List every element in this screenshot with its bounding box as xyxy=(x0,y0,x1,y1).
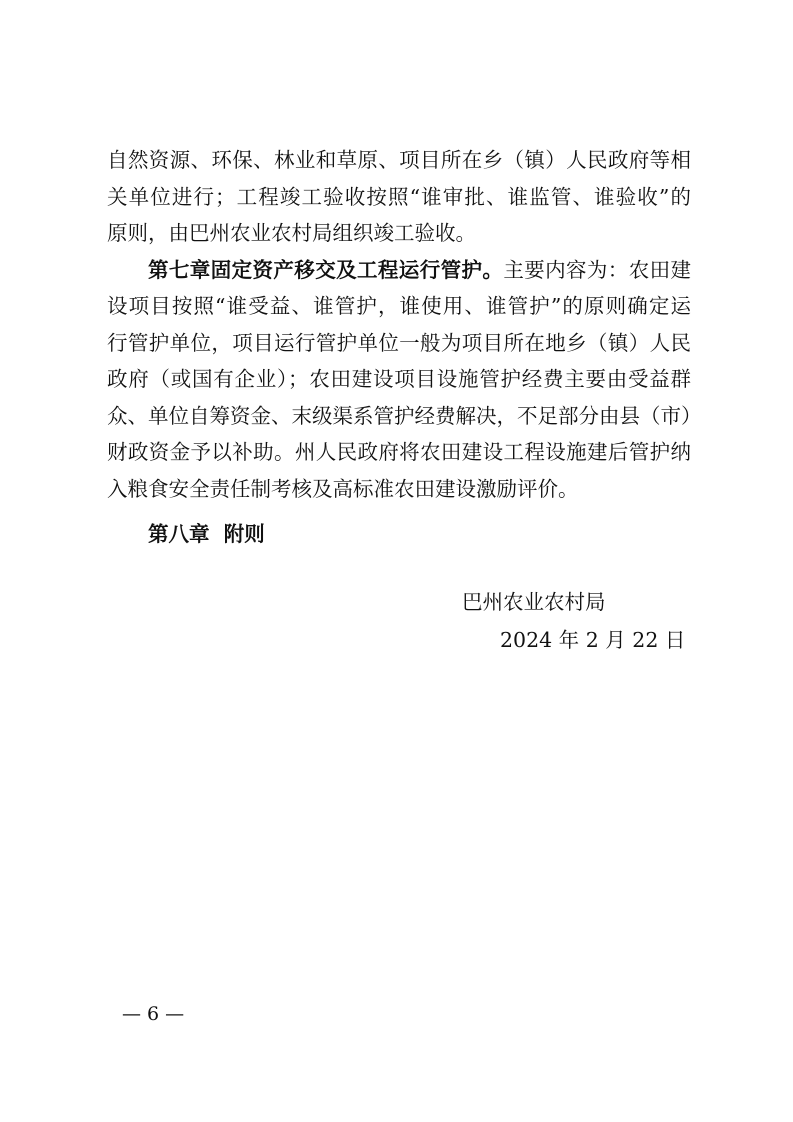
paragraph-line: 关单位进行；工程竣工验收按照“谁审批、谁监管、谁验收”的 xyxy=(107,184,691,209)
paragraph-line: 众、单位自筹资金、末级渠系管护经费解决，不足部分由县（市） xyxy=(107,403,702,428)
chapter-7-heading: 第七章固定资产移交及工程运行管护。 xyxy=(148,257,504,282)
paragraph-line: 财政资金予以补助。州人民政府将农田建设工程设施建后管护纳 xyxy=(107,440,691,464)
chapter-7-intro: 主要内容为：农田建 xyxy=(503,257,692,282)
paragraph-line: 自然资源、环保、林业和草原、项目所在乡（镇）人民政府等相 xyxy=(107,148,691,172)
chapter-7-first-line xyxy=(107,252,691,289)
paragraph-line: 原则，由巴州农业农村局组织竣工验收。 xyxy=(107,221,476,245)
signature-date: 2024 年 2 月 22 日 xyxy=(500,628,686,652)
signature-organization: 巴州农业农村局 xyxy=(462,590,606,614)
page-number: — 6 — xyxy=(122,1003,185,1025)
document-body xyxy=(107,142,702,553)
chapter-8-heading: 第八章 附则 xyxy=(148,522,265,546)
paragraph-line: 行管护单位，项目运行管护单位一般为项目所在地乡（镇）人民 xyxy=(107,330,691,355)
paragraph-line: 设项目按照“谁受益、谁管护，谁使用、谁管护”的原则确定运 xyxy=(107,294,691,318)
paragraph-line: 入粮食安全责任制考核及高标准农田建设激励评价。 xyxy=(107,476,579,501)
paragraph-line: 政府（或国有企业）；农田建设项目设施管护经费主要由受益群 xyxy=(107,367,691,391)
